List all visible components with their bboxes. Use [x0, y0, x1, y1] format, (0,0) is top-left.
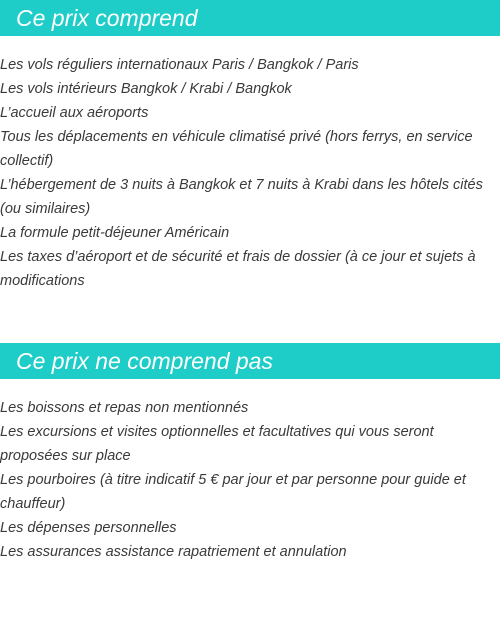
- list-item: Tous les déplacements en véhicule climatisé privé (hors ferrys, en service collectif): [0, 129, 473, 169]
- list-item: L’hébergement de 3 nuits à Bangkok et 7 nuits à Krabi dans les hôtels cités (ou similaires): [0, 177, 483, 217]
- list-item: Les taxes d’aéroport et de sécurité et frais de dossier (à ce jour et sujets à modifications: [0, 249, 476, 289]
- list-item: Les dépenses personnelles: [0, 520, 177, 536]
- list-item: Les pourboires (à titre indicatif 5 € par jour et par personne pour guide et chauffeur): [0, 472, 466, 512]
- list-item: Les vols intérieurs Bangkok / Krabi / Bangkok: [0, 81, 292, 97]
- list-item: La formule petit-déjeuner Américain: [0, 225, 230, 241]
- list-item: Les boissons et repas non mentionnés: [0, 400, 249, 416]
- excluded-list: [0, 396, 494, 564]
- list-item: Les assurances assistance rapatriement et annulation: [0, 544, 347, 560]
- section-title-included: Ce prix comprend: [0, 0, 500, 36]
- list-item: Les vols réguliers internationaux Paris / Bangkok / Paris: [0, 57, 359, 73]
- section-title-excluded: Ce prix ne comprend pas: [0, 343, 500, 379]
- list-item: Les excursions et visites optionnelles et facultatives qui vous seront proposées sur place: [0, 424, 434, 464]
- included-list: [0, 53, 494, 293]
- list-item: L’accueil aux aéroports: [0, 105, 149, 121]
